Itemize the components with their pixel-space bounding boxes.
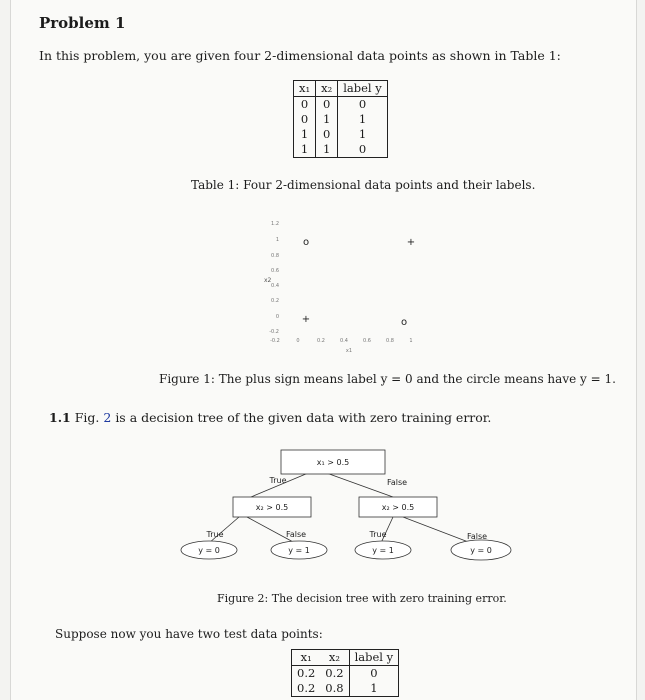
- y-tick-label: 0.2: [271, 298, 279, 304]
- table-row: [294, 142, 388, 158]
- plus-marker: +: [301, 314, 311, 325]
- leaf-label: y = 1: [288, 546, 310, 555]
- table-row: [292, 666, 399, 682]
- leaf-label: y = 0: [198, 546, 220, 555]
- right-node-label: x₂ > 0.5: [381, 503, 415, 512]
- x-tick-label: 0: [296, 338, 300, 344]
- section-1-1: [49, 410, 491, 425]
- cell: 0: [300, 112, 309, 126]
- data-table: [293, 80, 388, 158]
- x-tick-label: 1: [409, 338, 413, 344]
- x-tick-label: 0.6: [363, 338, 371, 344]
- edge-label-false: False: [386, 478, 408, 487]
- table-header-row: [292, 650, 399, 666]
- cell: 1: [338, 127, 388, 142]
- x-tick-label: 0.8: [386, 338, 394, 344]
- cell: 0: [338, 142, 388, 158]
- cell: 1: [316, 142, 338, 158]
- table-row: [292, 681, 399, 697]
- leaf-label: y = 1: [372, 546, 394, 555]
- y-axis-label: x2: [264, 277, 272, 284]
- section-number: 1.1: [49, 410, 71, 425]
- cell: 0: [300, 97, 309, 111]
- edge-label-true: True: [369, 530, 387, 539]
- cell: 1: [349, 681, 399, 697]
- cell: 0.2: [325, 666, 344, 680]
- cell: 1: [300, 142, 309, 156]
- table-row: [294, 127, 388, 142]
- cell: 0: [349, 666, 399, 682]
- y-tick-label: 0.6: [271, 268, 279, 274]
- figure2-caption: Figure 2: The decision tree with zero training error.: [217, 592, 507, 605]
- y-tick-label: 1.2: [271, 221, 279, 227]
- section-post: is a decision tree of the given data with zero training error.: [115, 410, 492, 425]
- figure-ref-link[interactable]: 2: [103, 410, 112, 425]
- y-tick-label: -0.2: [269, 329, 279, 335]
- cell: 0: [316, 97, 338, 113]
- root-node-label: x₁ > 0.5: [316, 458, 350, 467]
- cell: 0: [338, 97, 388, 113]
- intro-text: In this problem, you are given four 2-dimensional data points as shown in Table 1:: [39, 48, 561, 63]
- table-caption: Table 1: Four 2-dimensional data points and their labels.: [191, 178, 536, 192]
- figure1-caption: Figure 1: The plus sign means label y = 0 and the circle means have y = 1.: [159, 372, 616, 386]
- x-tick-label: 0.4: [340, 338, 348, 344]
- header-x2: x₂: [316, 81, 338, 97]
- decision-tree: [171, 445, 521, 575]
- problem-heading: Problem 1: [39, 14, 126, 32]
- cell: 1: [300, 127, 309, 141]
- x-axis-label: x1: [345, 348, 353, 354]
- edge-label-true: True: [269, 476, 287, 485]
- edge-label-true: True: [206, 530, 224, 539]
- y-tick-label: 1: [275, 237, 279, 243]
- header-x1: x₁: [292, 650, 321, 666]
- header-x1: x₁: [294, 81, 316, 97]
- circle-marker: o: [302, 237, 310, 248]
- x-tick-label: -0.2: [270, 338, 280, 344]
- header-label: label y: [338, 81, 388, 97]
- header-label: label y: [349, 650, 399, 666]
- section-pre: Fig.: [74, 410, 100, 425]
- edge-label-false: False: [466, 532, 488, 541]
- cell: 0.2: [297, 666, 316, 680]
- y-tick-label: 0: [275, 314, 279, 320]
- left-node-label: x₂ > 0.5: [255, 503, 289, 512]
- cell: 1: [338, 112, 388, 127]
- x-tick-label: 0.2: [317, 338, 325, 344]
- test-data-table: [291, 649, 399, 697]
- table-row: [294, 112, 388, 127]
- scatter-plot: [251, 215, 421, 355]
- leaf-label: y = 0: [470, 546, 492, 555]
- y-tick-label: 0.4: [271, 283, 279, 289]
- edge-label-false: False: [285, 530, 307, 539]
- circle-marker: o: [400, 317, 408, 328]
- header-x2: x₂: [320, 650, 349, 666]
- cell: 0.2: [297, 681, 316, 695]
- table-header-row: [294, 81, 388, 97]
- cell: 0.8: [325, 681, 344, 695]
- cell: 1: [316, 112, 338, 127]
- test-points-text: Suppose now you have two test data points:: [55, 627, 323, 641]
- plus-marker: +: [406, 237, 416, 248]
- table-row: [294, 97, 388, 113]
- document-page: [10, 0, 637, 700]
- cell: 0: [316, 127, 338, 142]
- y-tick-label: 0.8: [271, 253, 279, 259]
